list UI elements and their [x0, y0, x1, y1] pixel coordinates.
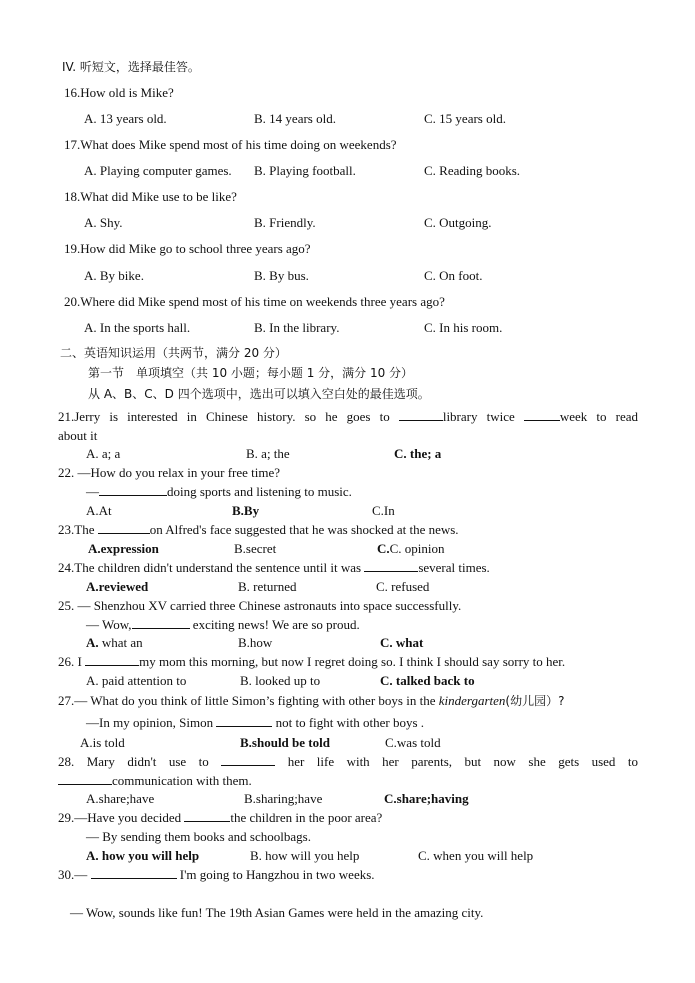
- option-22b: B.By: [232, 503, 260, 518]
- option-18a: A. Shy.: [84, 215, 123, 230]
- option-17a: A. Playing computer games.: [84, 163, 232, 178]
- option-19c: C. On foot.: [424, 268, 483, 283]
- q30-blank: [91, 867, 177, 879]
- option-20b: B. In the library.: [254, 320, 340, 335]
- q21-text-3: week to read: [559, 409, 638, 424]
- q26-text-2: my mom this morning, but now I regret doing so. I think I should say sorry to her.: [139, 654, 566, 669]
- option-22c: C.In: [372, 503, 395, 518]
- q22-line-2: [86, 484, 352, 500]
- q28-blank-2: [58, 773, 112, 785]
- question-20: 20.Where did Mike spend most of his time on weekends three years ago?: [64, 294, 445, 309]
- q28-text-2: her life with her parents, but now she gets used to: [287, 754, 639, 769]
- q30-line-2: — Wow, sounds like fun! The 19th Asian Games were held in the amazing city.: [70, 905, 484, 920]
- q21-text-2: library twice: [442, 409, 515, 424]
- option-23c-text: C. opinion: [389, 541, 445, 556]
- option-25c: C. what: [380, 635, 424, 650]
- option-28c: C.share;having: [384, 791, 469, 806]
- listening-heading: IV. 听短文，选择最佳答。: [62, 60, 200, 74]
- option-23c-letter: C.: [377, 541, 390, 556]
- section2-instruction: 从 A、B、C、D 四个选项中，选出可以填入空白处的最佳选项。: [88, 387, 430, 401]
- q27-text-2: —In my opinion, Simon: [86, 715, 214, 730]
- option-23a: A.expression: [88, 541, 159, 556]
- question-21: [58, 409, 638, 425]
- option-27a: A.is told: [80, 735, 125, 750]
- option-26c: C. talked back to: [380, 673, 475, 688]
- option-19a: A. By bike.: [84, 268, 144, 283]
- option-26b: B. looked up to: [240, 673, 321, 688]
- option-29b: B. how will you help: [250, 848, 360, 863]
- q28-line-2: [58, 773, 252, 789]
- q27-kindergarten: kindergarten: [438, 693, 506, 708]
- q22-blank: [99, 484, 167, 496]
- question-27: [58, 693, 564, 709]
- option-18b: B. Friendly.: [254, 215, 316, 230]
- section2-heading: 二、英语知识运用（共两节，满分 20 分）: [60, 346, 287, 360]
- option-21c: C. the; a: [394, 446, 442, 461]
- q30-text-2: I'm going to Hangzhou in two weeks.: [179, 867, 375, 882]
- option-25a-letter: A.: [86, 635, 99, 650]
- option-21a: A. a; a: [86, 446, 121, 461]
- question-24: [58, 560, 490, 576]
- question-17: 17.What does Mike spend most of his time doing on weekends?: [64, 137, 397, 152]
- q23-text-2: on Alfred's face suggested that he was shocked at the news.: [149, 522, 459, 537]
- q27-text-3: not to fight with other boys .: [275, 715, 425, 730]
- q25-line-1: 25. — Shenzhou XV carried three Chinese astronauts into space successfully.: [58, 598, 462, 613]
- option-27b: B.should be told: [240, 735, 330, 750]
- q25-text-2: exciting news! We are so proud.: [192, 617, 360, 632]
- option-19b: B. By bus.: [254, 268, 309, 283]
- option-25a-text: what an: [98, 635, 143, 650]
- q28-blank-1: [221, 754, 275, 766]
- q29-line-2: — By sending them books and schoolbags.: [86, 829, 311, 844]
- q25-text-1: — Wow,: [86, 617, 132, 632]
- q21-text-4: about it: [58, 428, 98, 443]
- q22-line-1: 22. —How do you relax in your free time?: [58, 465, 281, 480]
- section2-subheading: 第一节 单项填空（共 10 小题；每小题 1 分，满分 10 分）: [88, 366, 414, 380]
- q29-text-2: the children in the poor area?: [230, 810, 383, 825]
- option-16c: C. 15 years old.: [424, 111, 506, 126]
- q29-text-1: 29.—Have you decided: [58, 810, 182, 825]
- question-18: 18.What did Mike use to be like?: [64, 189, 237, 204]
- q21-blank-1: [399, 409, 443, 421]
- q26-text-1: 26. I: [58, 654, 82, 669]
- question-19: 19.How did Mike go to school three years ago?: [64, 241, 311, 256]
- option-27c: C.was told: [385, 735, 441, 750]
- q24-blank: [364, 560, 418, 572]
- question-26: [58, 654, 565, 670]
- option-24a: A.reviewed: [86, 579, 149, 594]
- option-22a: A.At: [86, 503, 112, 518]
- q26-blank: [85, 654, 139, 666]
- q22-text: doing sports and listening to music.: [167, 484, 352, 499]
- option-21b: B. a; the: [246, 446, 290, 461]
- option-16b: B. 14 years old.: [254, 111, 336, 126]
- q28-text-3: communication with them.: [112, 773, 252, 788]
- q27-text-1: 27.— What do you think of little Simon’s fighting with other boys in the: [58, 693, 436, 708]
- q29-blank: [184, 810, 230, 822]
- option-29c: C. when you will help: [418, 848, 534, 863]
- option-28b: B.sharing;have: [244, 791, 323, 806]
- option-20c: C. In his room.: [424, 320, 503, 335]
- question-16: 16.How old is Mike?: [64, 85, 174, 100]
- question-30: [58, 867, 375, 883]
- option-20a: A. In the sports hall.: [84, 320, 191, 335]
- question-23: [58, 522, 459, 538]
- question-28: [58, 754, 638, 770]
- option-25b: B.how: [238, 635, 273, 650]
- q24-text-1: 24.The children didn't understand the sentence until it was: [58, 560, 362, 575]
- q21-blank-2: [524, 409, 560, 421]
- question-29: [58, 810, 382, 826]
- q30-text-1: 30.—: [58, 867, 88, 882]
- q24-text-2: several times.: [418, 560, 490, 575]
- option-23c: [377, 541, 445, 557]
- q27-blank: [216, 715, 272, 727]
- q28-text-1: 28. Mary didn't use to: [58, 754, 209, 769]
- option-28a: A.share;have: [86, 791, 155, 806]
- q27-chinese: (幼儿园）?: [505, 694, 565, 708]
- q21-text-1: 21.Jerry is interested in Chinese history. so he goes to: [58, 409, 390, 424]
- option-29a: A. how you will help: [86, 848, 200, 863]
- q27-line-2: [86, 715, 424, 731]
- option-24c: C. refused: [376, 579, 430, 594]
- q25-line-2: [86, 617, 360, 633]
- option-24b: B. returned: [238, 579, 297, 594]
- option-16a: A. 13 years old.: [84, 111, 167, 126]
- option-23b: B.secret: [234, 541, 277, 556]
- q23-text-1: 23.The: [58, 522, 95, 537]
- option-17b: B. Playing football.: [254, 163, 356, 178]
- q23-blank: [98, 522, 150, 534]
- option-26a: A. paid attention to: [86, 673, 187, 688]
- q22-dash: —: [86, 484, 99, 499]
- option-25a: [86, 635, 143, 651]
- option-18c: C. Outgoing.: [424, 215, 492, 230]
- option-17c: C. Reading books.: [424, 163, 521, 178]
- q25-blank: [132, 617, 190, 629]
